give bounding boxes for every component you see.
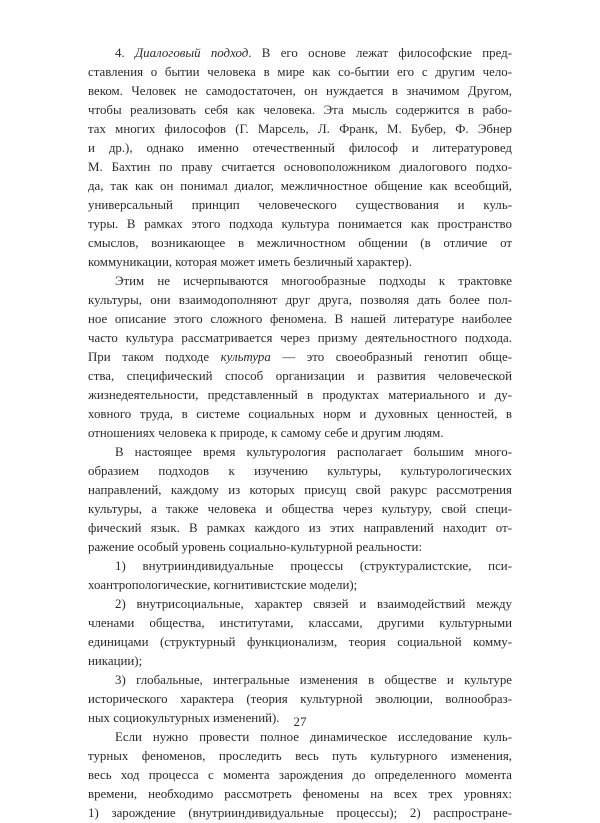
text-segment: культуры, они взаимодополняют друг друга, позволяя дать более пол- (88, 293, 512, 307)
text-segment: культуры, а также человека и общества через культуру, свой специ- (88, 502, 512, 516)
text-line (88, 272, 512, 291)
text-segment: отношениях человека к природе, к самому себе и другим людям. (88, 426, 444, 440)
text-segment: В настоящее время культурология располагает большим много- (115, 445, 512, 459)
text-segment: смыслов, возникающее в межличностном общении (в отличие от (88, 236, 512, 250)
text-segment: ное описание этого сложного феномена. В нашей литературе наиболее (88, 312, 512, 326)
text-segment: 1) зарождение (внутрииндивидуальные процессы); 2) распростране- (88, 806, 512, 820)
text-segment: М. Бахтин по праву считается основоположником диалогового подхо- (88, 160, 512, 174)
text-segment: направлений, каждому из которых присущ свой ракурс рассмотрения (88, 483, 512, 497)
text-segment: 2) внутрисоциальные, характер связей и взаимодействий между (115, 597, 512, 611)
text-line (88, 405, 512, 424)
text-line (88, 519, 512, 538)
text-line (88, 120, 512, 139)
text-segment: туры. В рамках этого подхода культура понимается как пространство (88, 217, 512, 231)
text-line (88, 253, 512, 272)
text-line (88, 386, 512, 405)
text-line (88, 63, 512, 82)
text-segment: веком. Человек не самодостаточен, он нуждается в значимом Другом, (88, 84, 512, 98)
italic-term: Диалоговый подход (134, 46, 249, 60)
text-segment: ражение особый уровень социально-культурной реальности: (88, 540, 423, 554)
text-line (88, 329, 512, 348)
page-number: 27 (293, 715, 307, 729)
text-line (88, 652, 512, 671)
text-segment: времени, необходимо рассмотреть феномены на всех трех уровнях: (88, 787, 512, 801)
text-line (88, 690, 512, 709)
text-line (88, 215, 512, 234)
text-segment: Этим не исчерпываются многообразные подходы к трактовке (115, 274, 512, 288)
text-segment: весь ход процесса с момента зарождения до определенного момента (88, 768, 512, 782)
text-segment: — это своеобразный генотип обще- (270, 350, 512, 364)
text-segment: ховного труда, в системе социальных норм и духовных ценностей, в (88, 407, 512, 421)
text-line (88, 728, 512, 747)
text-line (88, 633, 512, 652)
text-segment: 4. (115, 46, 135, 60)
text-line (88, 82, 512, 101)
text-line (88, 348, 512, 367)
text-segment: единицами (структурный функционализм, теория социальной комму- (88, 635, 512, 649)
text-segment: Если нужно провести полное динамическое исследование куль- (115, 730, 512, 744)
text-segment: ставления о бытии человека в мире как со-бытии его с другим чело- (88, 65, 512, 79)
text-line (88, 576, 512, 595)
text-segment: да, так как он понимал диалог, межличностное общение как всеобщий, (88, 179, 512, 193)
text-segment: никации); (88, 654, 143, 668)
text-line (88, 291, 512, 310)
text-line (88, 139, 512, 158)
text-segment: тах многих философов (Г. Марсель, Л. Франк, М. Бубер, Ф. Эбнер (88, 122, 512, 136)
text-line (88, 367, 512, 386)
text-line (88, 424, 512, 443)
text-segment: ных социокультурных изменений). (88, 711, 280, 725)
text-segment: 1) внутрииндивидуальные процессы (структуралистские, пси- (115, 559, 512, 573)
text-line (88, 234, 512, 253)
text-line (88, 557, 512, 576)
text-segment: образием подходов к изучению культуры, культурологических (88, 464, 512, 478)
text-line (88, 177, 512, 196)
text-segment: турных феноменов, проследить весь путь культурного изменения, (88, 749, 512, 763)
text-line (88, 481, 512, 500)
text-segment: 3) глобальные, интегральные изменения в обществе и культуре (115, 673, 512, 687)
text-line (88, 785, 512, 804)
text-line (88, 443, 512, 462)
text-line (88, 595, 512, 614)
text-segment: ства, специфический способ организации и развития человеческой (88, 369, 512, 383)
text-segment: чтобы реализовать себя как человека. Эта мысль содержится в рабо- (88, 103, 512, 117)
italic-term: культура (220, 350, 271, 364)
text-segment: хоантропологические, когнитивистские модели); (88, 578, 358, 592)
text-line (88, 804, 512, 823)
text-segment: жизнедеятельности, представленный в продуктах материального и ду- (88, 388, 512, 402)
text-segment: . В его основе лежат философские пред- (248, 46, 512, 60)
text-segment: коммуникации, которая может иметь безличный характер). (88, 255, 412, 269)
text-line (88, 196, 512, 215)
text-line (88, 500, 512, 519)
text-line (88, 158, 512, 177)
text-line (88, 310, 512, 329)
body-text (88, 44, 512, 823)
text-segment: исторического характера (теория культурной эволюции, волнообраз- (88, 692, 512, 706)
text-line (88, 101, 512, 120)
text-segment: часто культура рассматривается через призму деятельностного подхода. (88, 331, 512, 345)
text-line (88, 462, 512, 481)
text-line (88, 671, 512, 690)
text-line (88, 766, 512, 785)
text-segment: универсальный принцип человеческого существования и куль- (88, 198, 512, 212)
text-segment: фический язык. В рамках каждого из этих направлений находит от- (88, 521, 512, 535)
text-line (88, 538, 512, 557)
text-line (88, 44, 512, 63)
text-segment: членами общества, институтами, классами, другими культурными (88, 616, 512, 630)
text-segment: и др.), однако именно отечественный философ и литературовед (88, 141, 512, 155)
text-segment: При таком подходе (88, 350, 221, 364)
text-line (88, 614, 512, 633)
